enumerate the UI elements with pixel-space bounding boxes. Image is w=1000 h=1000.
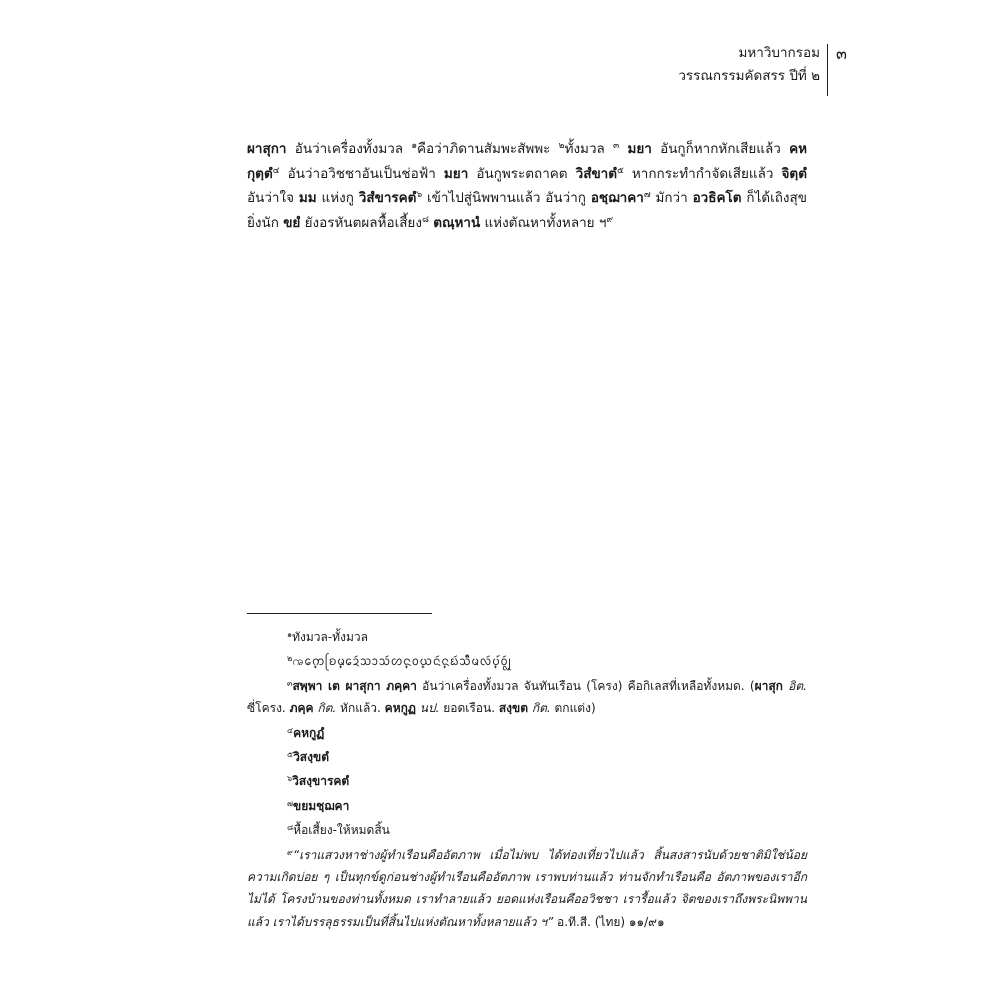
gloss-text: ก็ได้เถิงสุขยิ่งนัก [247, 190, 807, 231]
footnote-text: หื้อเสี้ยง-ให้หมดสิ้น [293, 823, 390, 838]
footnote-2 [247, 648, 807, 672]
footnote-7 [247, 793, 807, 817]
footnote-mark: ๕ [287, 750, 294, 760]
pali-term: วิสํขารคตํ [358, 190, 417, 206]
footnote-ref-9[interactable]: ๙ [606, 214, 614, 225]
pali-term: อชฺฌาคา [590, 190, 644, 206]
main-paragraph [247, 137, 807, 235]
gloss-text: อันว่าอวิชชาอันเป็นช่อฟ้า [279, 165, 444, 182]
book-title: มหาวิบากรอม [738, 45, 820, 61]
pali-term: คหกุตฺตํ [247, 141, 807, 182]
footnote-6 [247, 768, 807, 792]
source-reference: อ.ที.สี. (ไทย) ๑๑/๙๑ [553, 914, 665, 929]
pali-term: ตณฺหานํ [433, 214, 481, 231]
pali-term: อวธิคโต [692, 190, 742, 206]
footnote-ref-7[interactable]: ๗ [643, 190, 651, 200]
pali-term: มยา [443, 165, 469, 182]
gloss-text: อันว่าใจ [247, 190, 299, 206]
footnote-separator [247, 613, 432, 614]
gloss-text: แห่งตัณหาทั้งหลาย ฯ [480, 214, 607, 231]
grammar-abbrev: นป. [415, 701, 440, 716]
footnote-ref-2[interactable]: ๒ [558, 141, 565, 151]
footnote-ref-6[interactable]: ๖ [416, 190, 423, 200]
footnote-ref-1[interactable]: ๑ [411, 141, 418, 151]
gloss-text: คือว่าภิดานสัมพะสัพพะ [417, 141, 559, 157]
gloss-text: แห่งกู [316, 190, 359, 206]
footnote-mark: ๒ [287, 654, 293, 664]
footnote-text: หักแล้ว. [336, 701, 385, 716]
gloss-text: มักว่า [650, 190, 693, 206]
footnote-mark: ๙ [287, 847, 293, 857]
gloss-text: หากกระทำกำจัดเสียแล้ว [623, 165, 782, 182]
running-header [678, 42, 820, 88]
pali-term: จิตฺตํ [781, 165, 807, 182]
footnote-mark: ๔ [287, 725, 294, 735]
footnote-4 [247, 720, 807, 744]
quoted-translation: “เราแสวงหาช่างผู้ทำเรือนคืออัตภาพ เมื่อไม่พบ ได้ท่องเที่ยวไปแล้ว สิ้นสงสารนับด้วยชาติมิใช่น้อย ความเกิดบ่อย ๆ เป็นทุกข์ดูก่อนช่างผู้ทำเรือนคืออัตภาพ เราพบท่านแล้ว ท่านจักทำเรือนคือ อัตภาพของเราอีกไม่ได้ โครงบ้านของท่านทั้งหมด เราทำลายแล้ว ยอดแห่งเรือนคืออวิชชา เรารื้อแล้ว จิตของเราถึงพระนิพพานแล้ว เราได้บรรลุธรรมเป็นที่สิ้นไปแห่งตัณหาทั้งหลายแล้ว ฯ” [247, 847, 807, 929]
pali-term: คหกูฏ [384, 701, 416, 716]
footnote-text: ตกแต่ง) [550, 701, 596, 716]
footnote-mark: ๑ [287, 630, 293, 639]
series-title: วรรณกรรมคัดสรร ปีที่ ๒ [678, 68, 820, 84]
pali-verse: สพฺพา เต ผาสุกา ภคฺคา [292, 678, 417, 693]
footnote-3 [247, 673, 807, 720]
footnote-mark: ๗ [287, 798, 294, 808]
gloss-text: อันกูก็หากหักเสียแล้ว [651, 141, 790, 157]
grammar-abbrev: กิต. [313, 701, 337, 716]
page-number: ๓ [836, 44, 847, 63]
gloss-text: อันว่าเครื่องทั้งมวล [286, 141, 412, 157]
footnote-9 [247, 842, 807, 934]
footnote-ref-8[interactable]: ๘ [421, 214, 429, 225]
grammar-abbrev: อิต. [782, 678, 807, 693]
footnote-mark: ๖ [287, 774, 293, 784]
footnote-tai-tham-text: ꩠᩮ᩠ᨠᩕᨧ᩠ᨾᩮᨯᩢᩈᩣᩈᩢᩉ᩠ᨶᩅ᩠ᨿᨶᩢ᩠ᨶᨭᩢᩈᩫᩥᨾᩃᩢ᩠ᨷ᩶ᩅᩢᩗ [292, 654, 512, 669]
gloss-text: ทั้งมวล [564, 141, 614, 157]
pali-term: สงฺขต [498, 701, 529, 716]
footnote-5 [247, 744, 807, 768]
footnote-mark: ๘ [287, 823, 294, 833]
pali-term: ขยํ [283, 214, 301, 231]
pali-term: คหกูฏํ [293, 725, 325, 740]
footnote-ref-5[interactable]: ๕ [617, 165, 624, 176]
footnote-ref-3[interactable]: ๓ [613, 141, 620, 151]
grammar-abbrev: กิต. [528, 701, 551, 716]
footnote-mark: ๓ [287, 678, 293, 688]
footnote-8 [247, 817, 807, 841]
footnote-ref-4[interactable]: ๔ [272, 165, 280, 176]
pali-term: ขยมชฺฌคา [293, 798, 350, 813]
header-divider [827, 44, 828, 96]
pali-term: ผาสุกา [247, 141, 287, 157]
pali-term: วิสํขาตํ [575, 165, 618, 182]
pali-term: ภคฺค [289, 701, 314, 716]
footnote-text: ซี่โครง. [247, 701, 290, 716]
footnote-text: ทังมวล-ทั้งมวล [292, 630, 368, 644]
pali-term: มยา [627, 141, 652, 157]
pali-term: วิสงฺขารคตํ [292, 774, 350, 789]
gloss-text: อันกูพระตถาคต [468, 165, 576, 182]
footnote-1 [247, 624, 807, 648]
pali-term: ผาสุก [754, 678, 783, 693]
footnote-text: ยอดเรือน. [439, 701, 499, 716]
pali-term: มม [298, 190, 317, 206]
footnote-text: อันว่าเครื่องทั้งมวล จันทันเรือน (โครง) คือกิเลสที่เหลือทั้งหมด. ( [416, 678, 755, 693]
gloss-text: ยังอรหันตผลหื้อเสี้ยง [300, 214, 422, 231]
pali-term: วิสงฺขตํ [293, 750, 329, 765]
footnotes-section [247, 624, 807, 933]
gloss-text: เข้าไปสู่นิพพานแล้ว อันว่ากู [422, 190, 591, 206]
